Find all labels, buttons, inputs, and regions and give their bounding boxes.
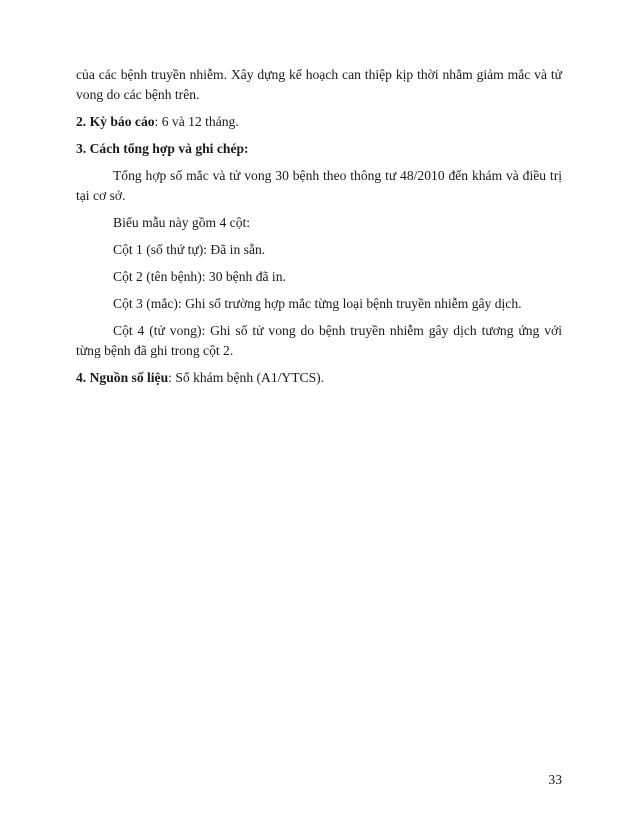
method-paragraph-column-4: Cột 4 (tử vong): Ghi số tử vong do bệnh truyền nhiễm gây dịch tương ứng với từng bệnh đã ghi trong cột 2. (76, 323, 562, 358)
section-data-source-heading: 4. Nguồn số liệu (76, 370, 169, 385)
section-report-period-heading: 2. Kỳ báo cáo (76, 114, 155, 129)
intro-paragraph: của các bệnh truyền nhiễm. Xây dựng kế hoạch can thiệp kịp thời nhằm giảm mắc và tử vong do các bệnh trên. (76, 67, 562, 102)
method-paragraph-column-3: Cột 3 (mắc): Ghi số trường hợp mắc từng loại bệnh truyền nhiễm gây dịch. (113, 296, 522, 311)
method-paragraph-summary: Tổng hợp số mắc và tử vong 30 bệnh theo thông tư 48/2010 đến khám và điều trị tại cơ sở. (76, 168, 562, 203)
method-paragraph-columns: Biểu mẫu này gồm 4 cột: (113, 215, 251, 230)
document-body (76, 65, 562, 395)
method-paragraph-column-1: Cột 1 (số thứ tự): Đã in sẵn. (113, 242, 266, 257)
page-number: 33 (548, 772, 562, 787)
section-method-heading: 3. Cách tổng hợp và ghi chép: (76, 141, 249, 156)
section-data-source (76, 368, 562, 388)
method-paragraph-column-2: Cột 2 (tên bệnh): 30 bệnh đã in. (113, 269, 286, 284)
section-report-period-text: : 6 và 12 tháng. (154, 114, 239, 129)
section-report-period (76, 112, 562, 132)
section-data-source-text: : Sổ khám bệnh (A1/YTCS). (168, 370, 325, 385)
